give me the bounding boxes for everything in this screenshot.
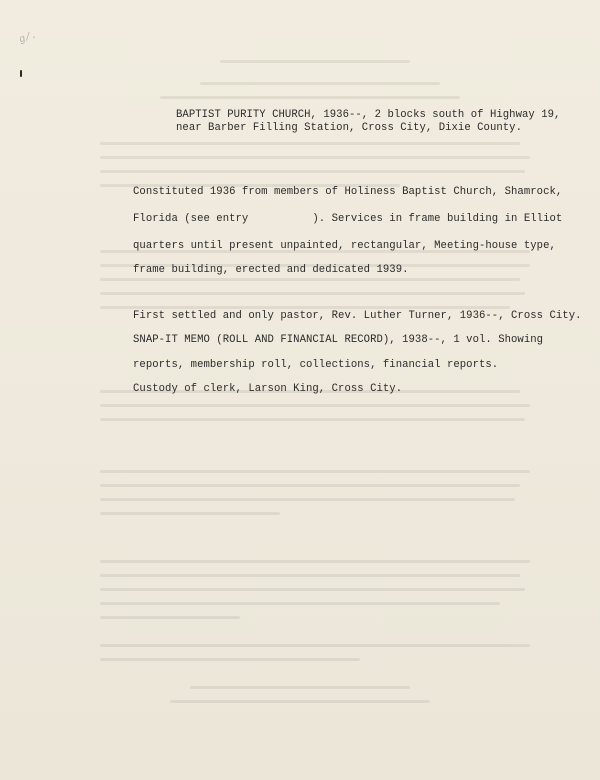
body-line: quarters until present unpainted, rectangular, Meeting-house type, <box>133 240 556 252</box>
body-line: Custody of clerk, Larson King, Cross City. <box>133 383 403 395</box>
bleed-through-text <box>100 60 540 700</box>
pencil-margin-note: g/. <box>18 30 39 47</box>
body-line: First settled and only pastor, Rev. Luther Turner, 1936--, Cross City. <box>133 310 582 322</box>
body-line: Constituted 1936 from members of Holiness Baptist Church, Shamrock, <box>133 186 563 198</box>
entry-heading-line-2: near Barber Filling Station, Cross City, Dixie County. <box>176 122 522 134</box>
body-line: reports, membership roll, collections, financial reports. <box>133 359 499 371</box>
entry-heading-line-1: BAPTIST PURITY CHURCH, 1936--, 2 blocks south of Highway 19, <box>176 109 561 121</box>
ink-speck <box>20 70 22 77</box>
body-line: Florida (see entry ). Services in frame building in Elliot <box>133 213 563 225</box>
body-line: SNAP-IT MEMO (ROLL AND FINANCIAL RECORD), 1938--, 1 vol. Showing <box>133 334 544 346</box>
body-line: frame building, erected and dedicated 1939. <box>133 264 409 276</box>
